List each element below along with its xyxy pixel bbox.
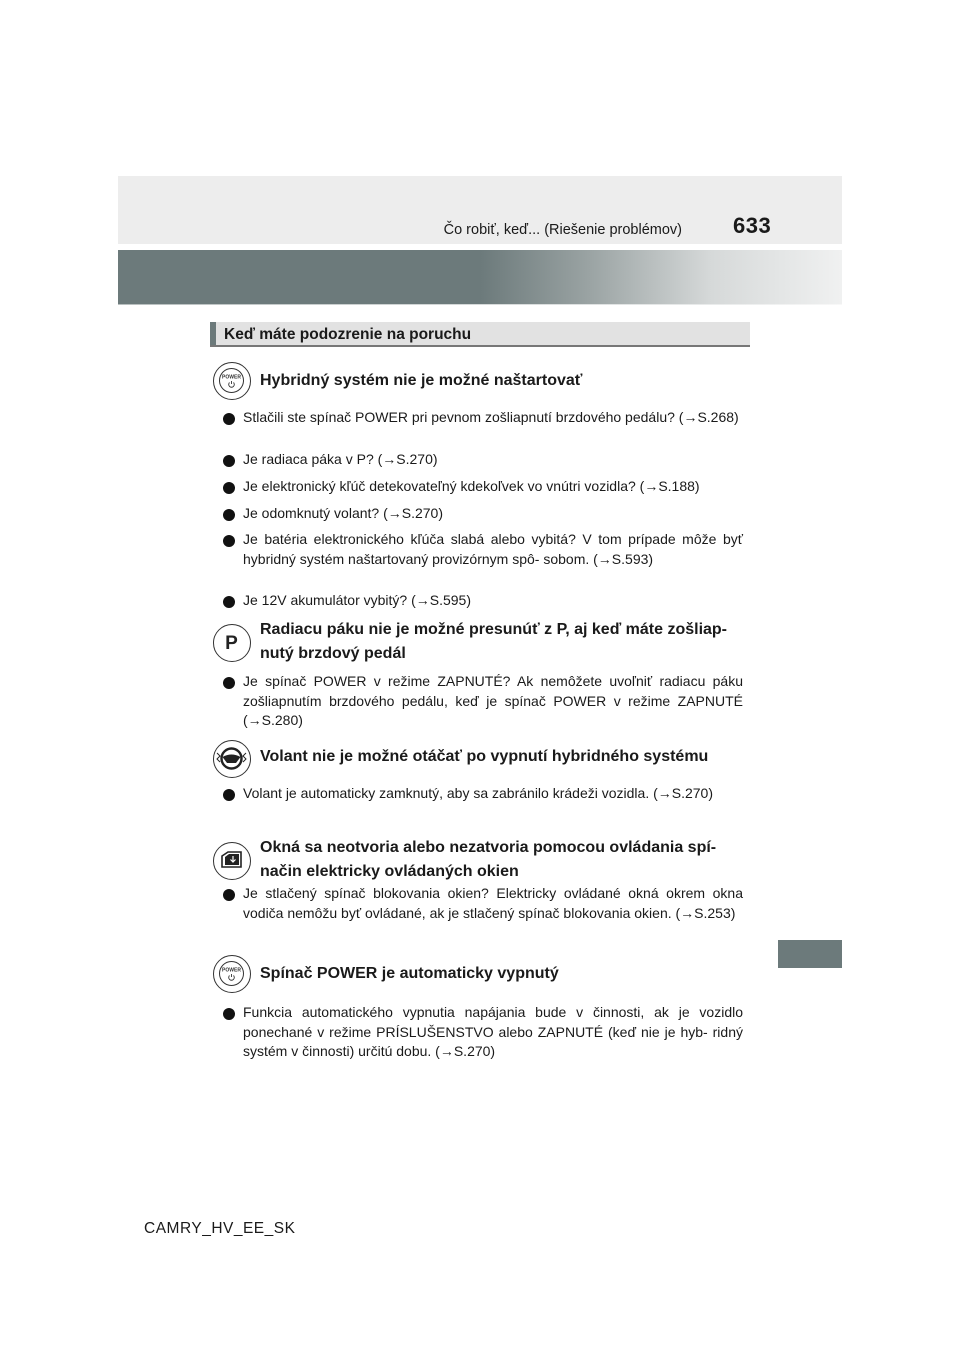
list-item: Volant je automaticky zamknutý, aby sa zabránilo krádeži vozidla. (→S.270): [243, 785, 714, 801]
bullet: [223, 889, 235, 901]
list-item: Je batéria elektronického kľúča slabá alebo vybitá? V tom prípade môže byť hybridný systém naštartovaný provizórnym spô- sobom. (→S.593): [243, 531, 743, 567]
list-item: Stlačili ste spínač POWER pri pevnom zošliapnutí brzdového pedálu? (→S.268): [243, 409, 739, 425]
power-window-icon: [213, 842, 251, 880]
chapter-side-tab: [778, 940, 842, 968]
topic-title: Okná sa neotvoria alebo nezatvoria pomocou ovládania spí- način elektricky ovládaných okien: [260, 839, 717, 880]
topic-title: Radiacu páku nie je možné presunúť z P, aj keď máte zošliap- nutý brzdový pedál: [260, 621, 728, 662]
page-number: 633: [733, 213, 772, 238]
bullet: [223, 535, 235, 547]
topic-title: Hybridný systém nie je možné naštartovať: [260, 372, 583, 389]
section-header: [210, 322, 750, 347]
bullet: [223, 677, 235, 689]
list-item: Je 12V akumulátor vybitý? (→S.595): [243, 592, 471, 608]
steering-lock-icon: [213, 740, 251, 778]
bullet: [223, 1008, 235, 1020]
section-accent: [210, 322, 216, 345]
bullet: [223, 509, 235, 521]
chapter-banner: [118, 250, 842, 304]
power-button-icon: [213, 362, 251, 400]
topic-title: Volant nie je možné otáčať po vypnutí hybridného systému: [260, 748, 709, 765]
banner-divider: [118, 304, 842, 305]
bullet: [223, 413, 235, 425]
bullet: [223, 482, 235, 494]
park-p-icon: [213, 624, 251, 662]
power-button-icon: [213, 955, 251, 993]
topic-title: Spínač POWER je automaticky vypnutý: [260, 965, 559, 982]
power-icon-label: POWER: [222, 967, 241, 974]
document-code: CAMRY_HV_EE_SK: [144, 1220, 296, 1237]
park-icon-label: P: [225, 633, 238, 654]
list-item: Funkcia automatického vypnutia napájania bude v činnosti, ak je vozidlo ponechané v režime PRÍSLUŠENSTVO alebo ZAPNUTÉ (keď nie je hyb- ridný systém v činnosti) určitú dobu. (→S.270): [243, 1004, 743, 1059]
bullet: [223, 789, 235, 801]
list-item: Je spínač POWER v režime ZAPNUTÉ? Ak nemôžete uvoľniť radiacu páku zošliapnutím brzdového pedálu, keď je spínač POWER v režime ZAPNUTÉ (→S.280): [243, 673, 743, 728]
power-icon-label: POWER: [222, 374, 241, 381]
bullet: [223, 455, 235, 467]
bullet: [223, 596, 235, 608]
list-item: Je elektronický kľúč detekovateľný kdekoľvek vo vnútri vozidla? (→S.188): [243, 478, 700, 494]
list-item: Je radiaca páka v P? (→S.270): [243, 451, 438, 467]
chapter-title: Čo robiť, keď... (Riešenie problémov): [443, 222, 682, 238]
section-title: Keď máte podozrenie na poruchu: [224, 326, 472, 343]
list-item: Je stlačený spínač blokovania okien? Elektricky ovládané okná okrem okna vodiča nemôžu byť ovládané, ak je stlačený spínač blokovania okien. (→S.253): [243, 885, 743, 921]
list-item: Je odomknutý volant? (→S.270): [243, 505, 443, 521]
